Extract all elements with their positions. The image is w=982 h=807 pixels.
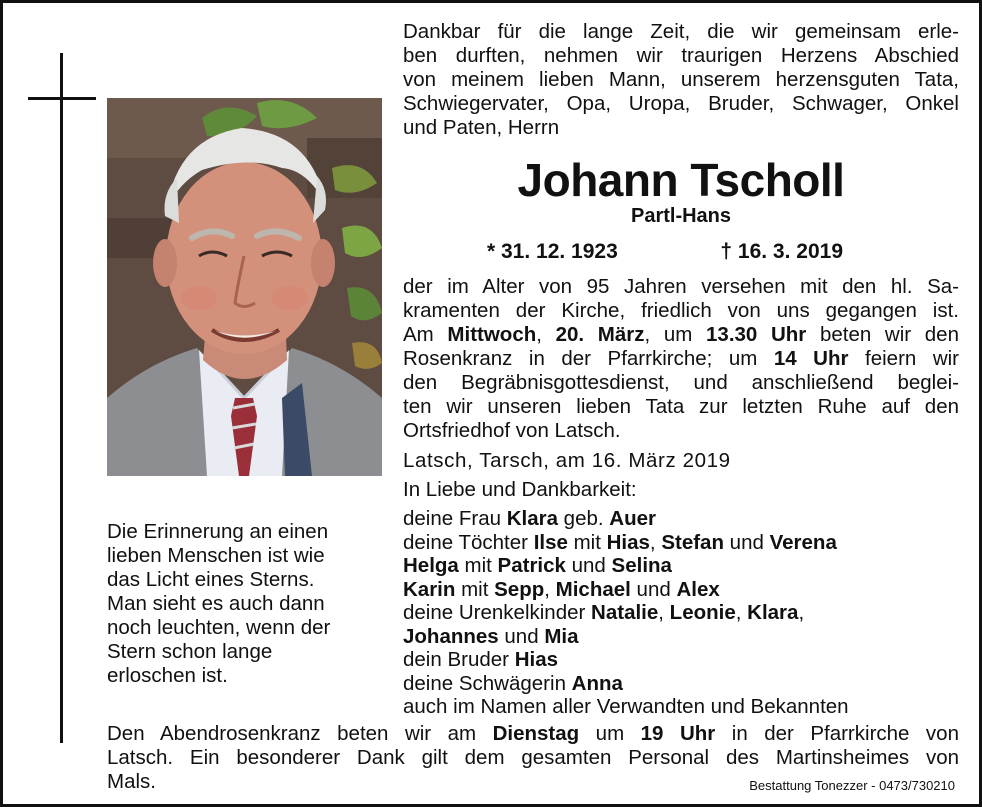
death-date: † 16. 3. 2019 (720, 240, 843, 263)
family-line: Johannes und Mia (403, 624, 579, 648)
schedule-line: Rosenkranz in der Pfarrkirche; um 14 Uhr feiern wir (403, 347, 960, 370)
intro-line: Dankbar für die lange Zeit, die wir gemeinsam erle- (403, 20, 959, 43)
family-line: Helga mit Patrick und Selina (403, 554, 672, 577)
place-date: Latsch, Tarsch, am 16. März 2019 (403, 449, 731, 472)
quote-line: noch leuchten, wenn der (107, 616, 331, 639)
memorial-quote (107, 520, 377, 688)
family-list (403, 507, 959, 719)
schedule-line: Ortsfriedhof von Latsch. (403, 419, 621, 442)
family-line: Karin mit Sepp, Michael und Alex (403, 577, 720, 601)
rosary-day: Dienstag (492, 722, 580, 745)
life-dates (403, 240, 959, 264)
intro-line: von meinem lieben Mann, unserem herzensguten Tata, (403, 68, 959, 91)
family-line: deine Frau Klara geb. Auer (403, 507, 656, 530)
family-line: deine Töchter Ilse mit Hias, Stefan und Verena (403, 530, 837, 554)
obituary-text (403, 20, 959, 719)
schedule-line: ten wir unseren lieben Tata zur letzten Ruhe auf den (403, 395, 959, 418)
quote-line: erloschen ist. (107, 664, 228, 687)
deceased-name: Johann Tscholl (517, 154, 845, 206)
rosary-time: 13.30 Uhr (706, 323, 807, 346)
intro-line: und Paten, Herrn (403, 116, 560, 139)
service-day: Mittwoch (447, 323, 537, 346)
greeting: In Liebe und Dankbarkeit: (403, 478, 637, 501)
intro-line: ben durften, nehmen wir traurigen Herzens Abschied (403, 44, 959, 67)
schedule-line: den Begräbnisgottesdienst, und anschließend beglei- (403, 371, 959, 394)
birth-date: * 31. 12. 1923 (487, 240, 618, 263)
quote-line: Man sieht es auch dann (107, 592, 325, 615)
intro-line: Schwiegervater, Opa, Uropa, Bruder, Schwager, Onkel (403, 92, 959, 115)
body-paragraph (403, 275, 959, 443)
family-line: dein Bruder Hias (403, 648, 558, 671)
deceased-nickname: Partl-Hans (630, 205, 732, 227)
quote-line: lieben Menschen ist wie (107, 544, 325, 567)
cross-icon-bar (28, 97, 96, 100)
rosary-hour: 19 Uhr (640, 722, 716, 745)
announcement-line: Latsch. Ein besonderer Dank gilt dem gesamten Personal des Martinsheimes von (107, 746, 959, 769)
service-date: 20. März (555, 323, 645, 346)
announcement-line: Den Abendrosenkranz beten wir am Dienstag um 19 Uhr in der Pfarrkirche von (107, 722, 959, 745)
schedule-line: Am Mittwoch, 20. März, um 13.30 Uhr beten wir den (403, 323, 959, 346)
portrait-photo (107, 98, 382, 476)
body-line: der im Alter von 95 Jahren versehen mit den hl. Sa- (403, 275, 959, 298)
intro-paragraph (403, 20, 959, 140)
funeral-home-credit: Bestattung Tonezzer - 0473/730210 (749, 778, 955, 793)
cross-icon (60, 53, 63, 743)
quote-line: Die Erinnerung an einen (107, 520, 329, 543)
quote-line: das Licht eines Sterns. (107, 568, 315, 591)
announcement-line: Mals. (107, 770, 156, 793)
mass-time: 14 Uhr (773, 347, 849, 370)
body-line: kramenten der Kirche, friedlich von uns gegangen ist. (403, 299, 959, 322)
family-line: auch im Namen aller Verwandten und Bekannten (403, 695, 849, 718)
family-line: deine Schwägerin Anna (403, 671, 623, 695)
family-line: deine Urenkelkinder Natalie, Leonie, Klara, (403, 601, 805, 624)
quote-line: Stern schon lange (107, 640, 273, 663)
